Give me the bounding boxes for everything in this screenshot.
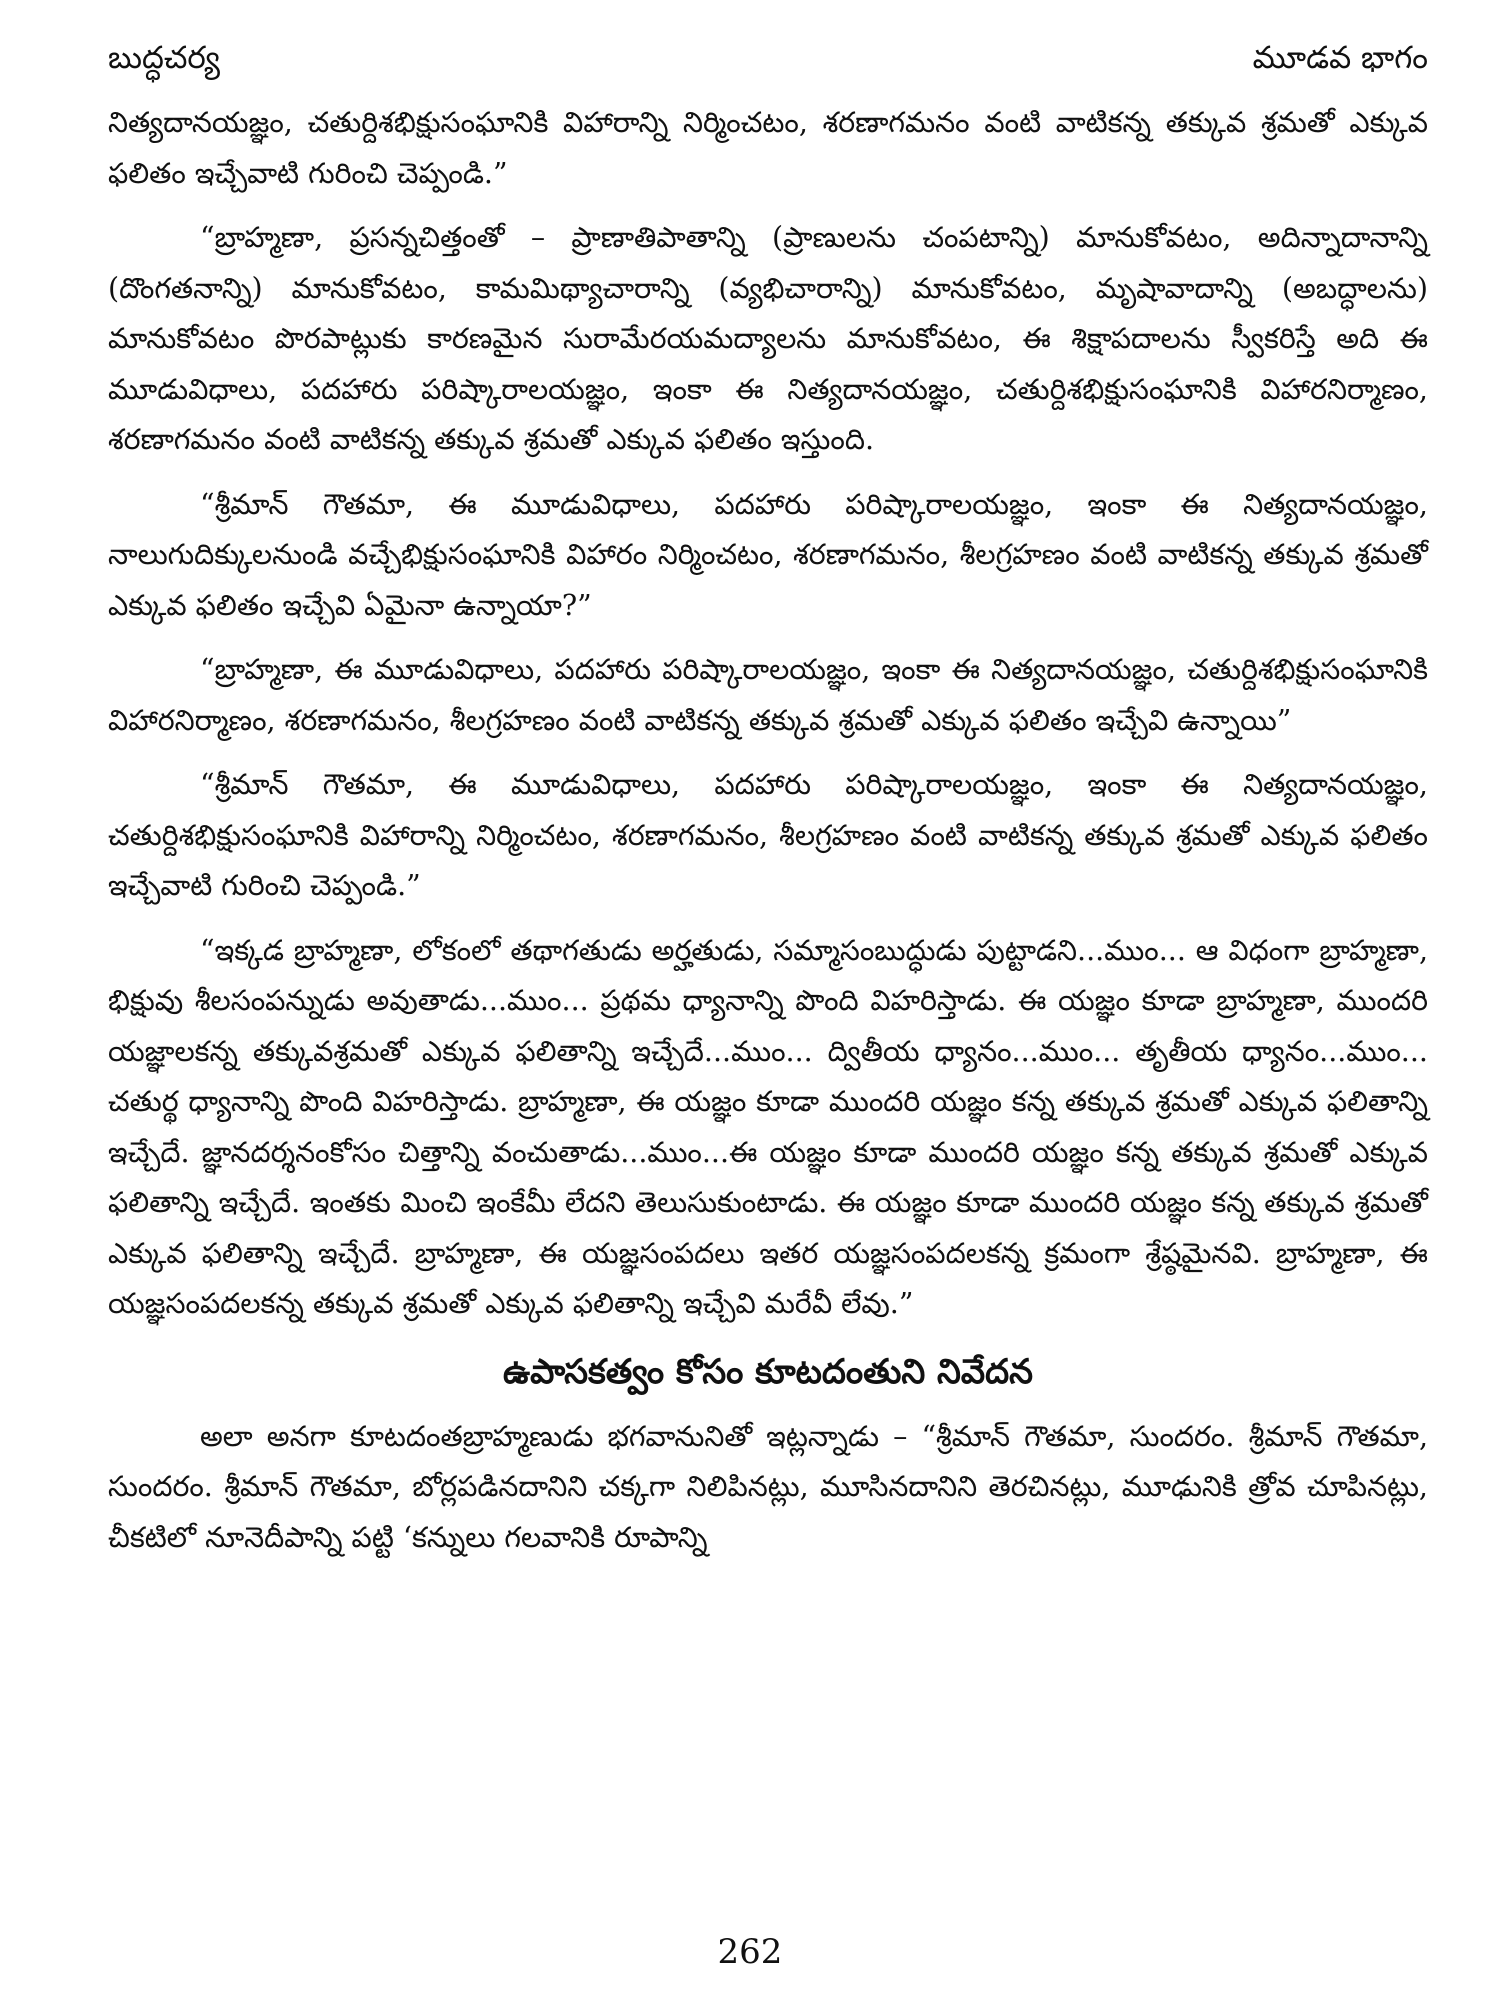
running-head: [108, 38, 1428, 78]
part-title: మూడవ భాగం: [1252, 40, 1428, 76]
paragraph: “శ్రీమాన్ గౌతమా, ఈ మూడువిధాలు, పదహారు పరిష్కారాలయజ్ఞం, ఇంకా ఈ నిత్యదానయజ్ఞం, చతుర్దిశభిక్షుసంఘానికి విహారాన్ని నిర్మించటం, శరణాగమనం, శీలగ్రహణం వంటి వాటికన్న తక్కువ శ్రమతో ఎక్కువ ఫలితం ఇచ్చేవాటి గురించి చెప్పండి.”: [108, 768, 1428, 902]
section-heading: ఉపాసకత్వం కోసం కూటదంతుని నివేదన: [503, 1351, 1033, 1392]
paragraph: “బ్రాహ్మణా, ఈ మూడువిధాలు, పదహారు పరిష్కారాలయజ్ఞం, ఇంకా ఈ నిత్యదానయజ్ఞం, చతుర్దిశభిక్షుసంఘానికి విహారనిర్మాణం, శరణాగమనం, శీలగ్రహణం వంటి వాటికన్న తక్కువ శ్రమతో ఎక్కువ ఫలితం ఇచ్చేవి ఉన్నాయి”: [108, 653, 1428, 737]
paragraph: అలా అనగా కూటదంతబ్రాహ్మణుడు భగవానునితో ఇట్లన్నాడు – “శ్రీమాన్ గౌతమా, సుందరం. శ్రీమాన్ గౌతమా, సుందరం. శ్రీమాన్ గౌతమా, బోర్లపడినదానిని చక్కగా నిలిపినట్లు, మూసినదానిని తెరచినట్లు, మూఢునికి త్రోవ చూపినట్లు, చీకటిలో నూనెదీపాన్ని పట్టి ‘కన్నులు గలవానికి రూపాన్ని: [108, 1419, 1428, 1554]
paragraph: “ఇక్కడ బ్రాహ్మణా, లోకంలో తథాగతుడు అర్హతుడు, సమ్మాసంబుద్ధుడు పుట్టాడని...ముం... ఆ విధంగా బ్రాహ్మణా, భిక్షువు శీలసంపన్నుడు అవుతాడు...ముం... ప్రథమ ధ్యానాన్ని పొంది విహరిస్తాడు. ఈ యజ్ఞం కూడా బ్రాహ్మణా, ముందరి యజ్ఞాలకన్న తక్కువశ్రమతో ఎక్కువ ఫలితాన్ని ఇచ్చేదే...ముం... ద్వితీయ ధ్యానం...ముం... తృతీయ ధ్యానం...ముం... చతుర్థ ధ్యానాన్ని పొంది విహరిస్తాడు. బ్రాహ్మణా, ఈ యజ్ఞం కూడా ముందరి యజ్ఞం కన్న తక్కువ శ్రమతో ఎక్కువ ఫలితాన్ని ఇచ్చేదే. జ్ఞానదర్శనంకోసం చిత్తాన్ని వంచుతాడు...ముం...ఈ యజ్ఞం కూడా ముందరి యజ్ఞం కన్న తక్కువ శ్రమతో ఎక్కువ ఫలితాన్ని ఇచ్చేదే. ఇంతకు మించి ఇంకేమీ లేదని తెలుసుకుంటాడు. ఈ యజ్ఞం కూడా ముందరి యజ్ఞం కన్న తక్కువ శ్రమతో ఎక్కువ ఫలితాన్ని ఇచ్చేదే. బ్రాహ్మణా, ఈ యజ్ఞసంపదలు ఇతర యజ్ఞసంపదలకన్న క్రమంగా శ్రేష్ఠమైనవి. బ్రాహ్మణా, ఈ యజ్ఞసంపదలకన్న తక్కువ శ్రమతో ఎక్కువ ఫలితాన్ని ఇచ్చేవి మరేవీ లేవు.”: [108, 933, 1429, 1320]
paragraph: నిత్యదానయజ్ఞం, చతుర్దిశభిక్షుసంఘానికి విహారాన్ని నిర్మించటం, శరణాగమనం వంటి వాటికన్న తక్కువ శ్రమతో ఎక్కువ ఫలితం ఇచ్చేవాటి గురించి చెప్పండి.”: [108, 106, 1428, 190]
paragraph: “శ్రీమాన్ గౌతమా, ఈ మూడువిధాలు, పదహారు పరిష్కారాలయజ్ఞం, ఇంకా ఈ నిత్యదానయజ్ఞం, నాలుగుదిక్కులనుండి వచ్చేభిక్షుసంఘానికి విహారం నిర్మించటం, శరణాగమనం, శీలగ్రహణం వంటి వాటికన్న తక్కువ శ్రమతో ఎక్కువ ఫలితం ఇచ్చేవి ఏమైనా ఉన్నాయా?”: [108, 487, 1428, 622]
page-number: 262: [717, 1932, 783, 1972]
book-title: బుద్ధచర్య: [108, 40, 221, 76]
paragraph: “బ్రాహ్మణా, ప్రసన్నచిత్తంతో – ప్రాణాతిపాతాన్ని (ప్రాణులను చంపటాన్ని) మానుకోవటం, అదిన్నాదానాన్ని (దొంగతనాన్ని) మానుకోవటం, కామమిథ్యాచారాన్ని (వ్యభిచారాన్ని) మానుకోవటం, మృషావాదాన్ని (అబద్ధాలను) మానుకోవటం పొరపాట్లుకు కారణమైన సురామేరయమద్యాలను మానుకోవటం, ఈ శిక్షాపదాలను స్వీకరిస్తే అది ఈ మూడువిధాలు, పదహారు పరిష్కారాలయజ్ఞం, ఇంకా ఈ నిత్యదానయజ్ఞం, చతుర్దిశభిక్షుసంఘానికి విహారనిర్మాణం, శరణాగమనం వంటి వాటికన్న తక్కువ శ్రమతో ఎక్కువ ఫలితం ఇస్తుంది.: [108, 221, 1428, 456]
body-text: [108, 98, 1428, 1577]
